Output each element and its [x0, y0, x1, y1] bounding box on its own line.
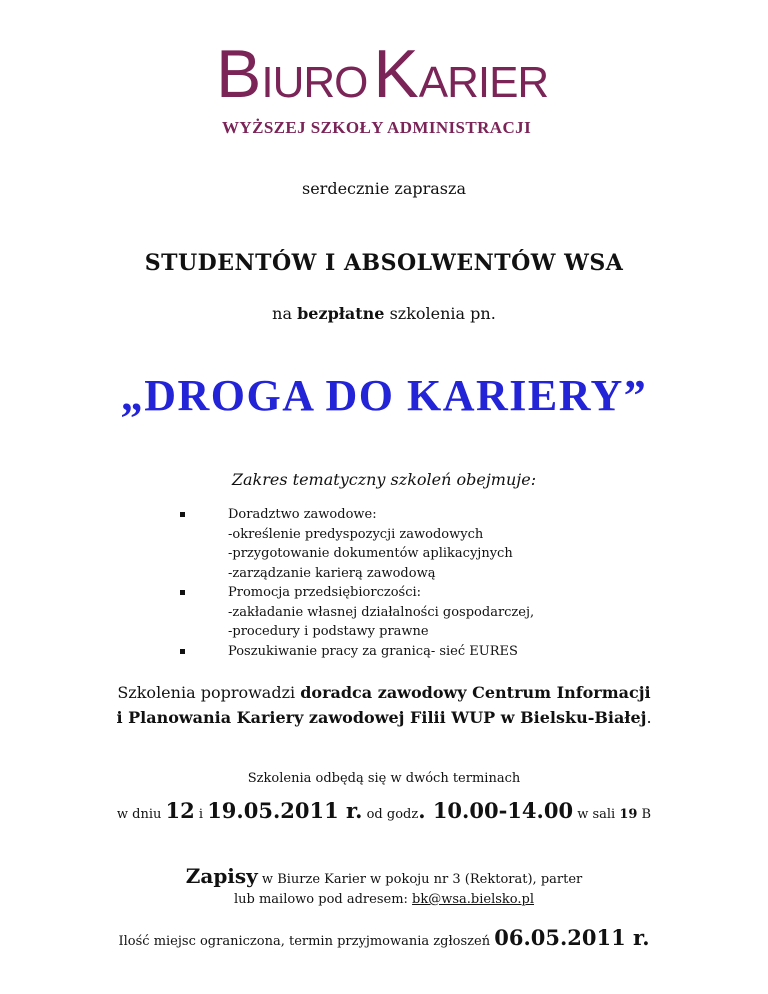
signup-info: Zapisy w Biurze Karier w pokoju nr 3 (Rektorat), parter [185, 864, 583, 888]
target-audience: STUDENTÓW I ABSOLWENTÓW WSA [144, 250, 624, 276]
trainer-info: Szkolenia poprowadzi doradca zawodowy Centrum Informacji i Planowania Kariery zawodowej Filii WUP w Bielsku-Białej. [116, 683, 652, 727]
list-item: -przygotowanie dokumentów aplikacyjnych [228, 546, 513, 561]
invite-text: serdecznie zaprasza [302, 179, 466, 198]
training-dates: w dniu 12 i 19.05.2011 r. od godz. 10.00-14.00 w sali 19 B [116, 798, 652, 823]
list-item: -zarządzanie karierą zawodową [228, 565, 436, 581]
list-item: -zakładanie własnej działalności gospodarczej, [228, 604, 535, 620]
logo-wordmark: BIUROKARIER [216, 36, 549, 112]
logo-subtitle: WYŻSZEJ SZKOŁY ADMINISTRACJI [222, 118, 532, 137]
topics-list [180, 505, 534, 661]
bullet-icon [180, 512, 185, 517]
free-training-line: na bezpłatne szkolenia pn. [272, 304, 496, 323]
bullet-icon [180, 590, 185, 595]
scope-intro: Zakres tematyczny szkoleń obejmuje: [231, 470, 537, 489]
biuro-karier-logo [216, 36, 556, 140]
list-item: -określenie predyspozycji zawodowych [228, 526, 484, 542]
bullet-icon [180, 649, 185, 654]
list-item: Promocja przedsiębiorczości: [180, 583, 534, 603]
training-title: „DROGA DO KARIERY” [120, 371, 648, 420]
list-item: Doradztwo zawodowe: [180, 505, 534, 525]
terms-intro: Szkolenia odbędą się w dwóch terminach [247, 771, 521, 786]
email-info: lub mailowo pod adresem: bk@wsa.bielsko.pl [233, 892, 535, 907]
email-link[interactable]: bk@wsa.bielsko.pl [412, 892, 535, 907]
list-item: Poszukiwanie pracy za granicą- sieć EURES [180, 642, 534, 662]
deadline-info: Ilość miejsc ograniczona, termin przyjmowania zgłoszeń 06.05.2011 r. [118, 925, 650, 950]
list-item: -procedury i podstawy prawne [228, 624, 429, 639]
